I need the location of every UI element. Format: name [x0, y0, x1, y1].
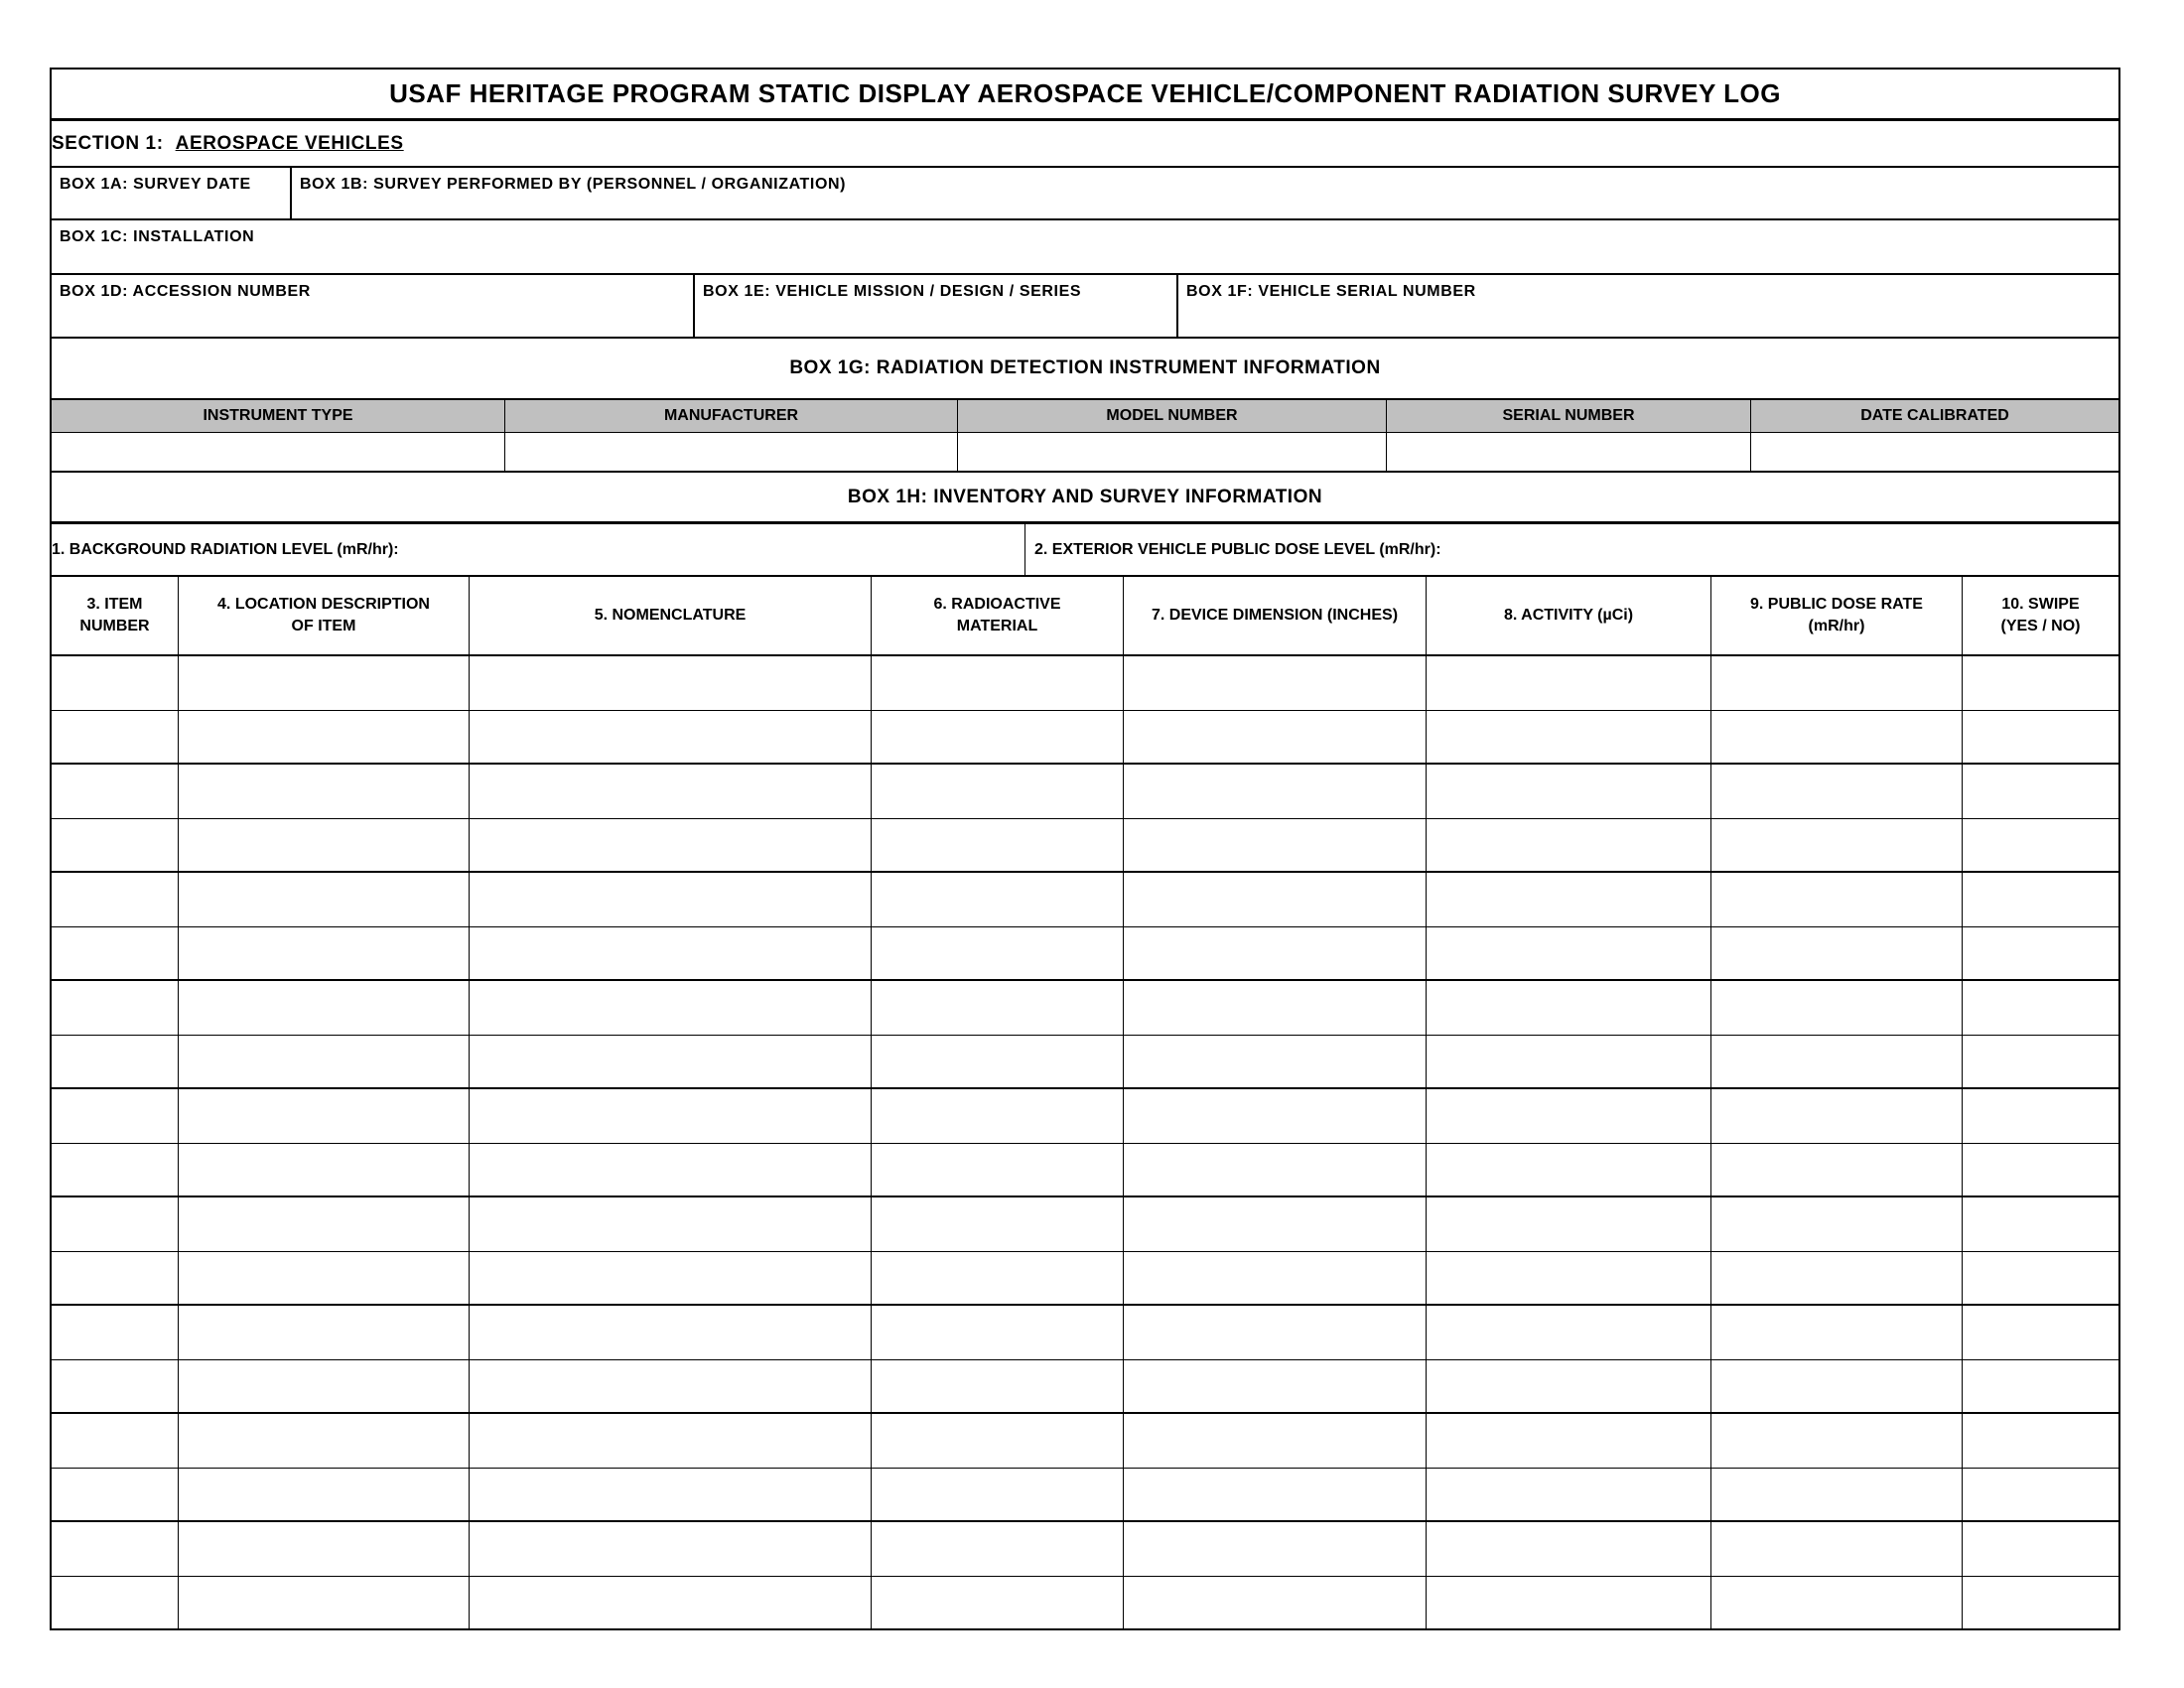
location-description-cell[interactable] — [178, 1469, 469, 1521]
device-dimension-cell[interactable] — [1123, 765, 1426, 818]
location-description-cell[interactable] — [178, 1577, 469, 1629]
device-dimension-cell[interactable] — [1123, 1522, 1426, 1576]
swipe-cell[interactable] — [1962, 1144, 2118, 1196]
location-description-cell[interactable] — [178, 1360, 469, 1413]
inventory-header-row — [50, 577, 2120, 656]
table-row — [50, 711, 2120, 766]
box-1h-title: BOX 1H: INVENTORY AND SURVEY INFORMATION — [50, 473, 2120, 524]
installation-row — [50, 220, 2120, 275]
date-calibrated-field[interactable] — [1750, 433, 2118, 471]
nomenclature-cell[interactable] — [469, 873, 871, 926]
table-row — [50, 1414, 2120, 1469]
activity-cell[interactable] — [1426, 981, 1710, 1035]
radioactive-material-cell[interactable] — [871, 873, 1123, 926]
table-row — [50, 819, 2120, 874]
nomenclature-cell[interactable] — [469, 1306, 871, 1359]
device-dimension-cell[interactable] — [1123, 981, 1426, 1035]
nomenclature-cell[interactable] — [469, 1197, 871, 1251]
col-label: 10. SWIPE — [2001, 595, 2080, 613]
item-number-cell[interactable] — [52, 981, 178, 1035]
swipe-cell[interactable] — [1962, 1577, 2118, 1629]
manufacturer-field[interactable] — [504, 433, 957, 471]
serial-number-header: SERIAL NUMBER — [1386, 400, 1750, 432]
radioactive-material-header — [871, 577, 1123, 654]
location-description-cell[interactable] — [178, 656, 469, 710]
radioactive-material-cell[interactable] — [871, 1197, 1123, 1251]
activity-cell[interactable] — [1426, 1144, 1710, 1196]
radioactive-material-cell[interactable] — [871, 1577, 1123, 1629]
vehicle-info-row — [50, 275, 2120, 339]
device-dimension-cell[interactable] — [1123, 1360, 1426, 1413]
activity-cell[interactable] — [1426, 656, 1710, 710]
location-description-cell[interactable] — [178, 1089, 469, 1143]
device-dimension-cell[interactable] — [1123, 1469, 1426, 1521]
public-dose-rate-cell[interactable] — [1710, 1252, 1962, 1305]
box-1b-label: BOX 1B: SURVEY PERFORMED BY (PERSONNEL / ORGANIZATION) — [300, 176, 847, 193]
activity-cell[interactable] — [1426, 1577, 1710, 1629]
activity-cell[interactable] — [1426, 711, 1710, 764]
swipe-cell[interactable] — [1962, 873, 2118, 926]
box-1a-survey-date[interactable] — [52, 168, 290, 218]
radioactive-material-cell[interactable] — [871, 656, 1123, 710]
device-dimension-cell[interactable] — [1123, 711, 1426, 764]
location-description-cell[interactable] — [178, 711, 469, 764]
instrument-type-header: INSTRUMENT TYPE — [52, 400, 504, 432]
table-row — [50, 1360, 2120, 1415]
activity-cell[interactable] — [1426, 873, 1710, 926]
location-description-cell[interactable] — [178, 927, 469, 980]
radiation-levels-row — [50, 524, 2120, 577]
radioactive-material-cell[interactable] — [871, 1252, 1123, 1305]
swipe-cell[interactable] — [1962, 981, 2118, 1035]
swipe-cell[interactable] — [1962, 1036, 2118, 1088]
swipe-cell[interactable] — [1962, 819, 2118, 872]
activity-cell[interactable] — [1426, 1306, 1710, 1359]
table-row — [50, 1089, 2120, 1144]
public-dose-rate-cell[interactable] — [1710, 1144, 1962, 1196]
location-description-cell[interactable] — [178, 1252, 469, 1305]
section-name: AEROSPACE VEHICLES — [175, 132, 404, 154]
item-number-cell[interactable] — [52, 1469, 178, 1521]
location-description-cell[interactable] — [178, 1036, 469, 1088]
radioactive-material-cell[interactable] — [871, 1522, 1123, 1576]
location-description-cell[interactable] — [178, 765, 469, 818]
box-1d-accession-number[interactable] — [52, 275, 693, 337]
radioactive-material-cell[interactable] — [871, 981, 1123, 1035]
activity-cell[interactable] — [1426, 1089, 1710, 1143]
box-1c-installation[interactable] — [52, 220, 2118, 273]
location-description-header — [178, 577, 469, 654]
section-prefix: SECTION 1: — [52, 132, 164, 154]
item-number-cell[interactable] — [52, 656, 178, 710]
nomenclature-cell[interactable] — [469, 1577, 871, 1629]
swipe-cell[interactable] — [1962, 1306, 2118, 1359]
instrument-entry-row — [50, 433, 2120, 473]
radioactive-material-cell[interactable] — [871, 819, 1123, 872]
location-description-cell[interactable] — [178, 1144, 469, 1196]
activity-cell[interactable] — [1426, 927, 1710, 980]
nomenclature-cell[interactable] — [469, 1089, 871, 1143]
item-number-cell[interactable] — [52, 927, 178, 980]
swipe-cell[interactable] — [1962, 1414, 2118, 1468]
col-label: OF ITEM — [291, 618, 356, 634]
box-1f-vehicle-serial[interactable] — [1176, 275, 2118, 337]
device-dimension-cell[interactable] — [1123, 1252, 1426, 1305]
public-dose-rate-cell[interactable] — [1710, 1469, 1962, 1521]
item-number-cell[interactable] — [52, 1144, 178, 1196]
item-number-cell[interactable] — [52, 1577, 178, 1629]
survey-info-row — [50, 168, 2120, 220]
nomenclature-cell[interactable] — [469, 1036, 871, 1088]
nomenclature-cell[interactable] — [469, 1252, 871, 1305]
table-row — [50, 1144, 2120, 1198]
col-label: (YES / NO) — [2000, 618, 2081, 634]
swipe-cell[interactable] — [1962, 1252, 2118, 1305]
public-dose-rate-cell[interactable] — [1710, 1522, 1962, 1576]
activity-cell[interactable] — [1426, 1197, 1710, 1251]
table-row — [50, 1469, 2120, 1523]
radioactive-material-cell[interactable] — [871, 1036, 1123, 1088]
device-dimension-cell[interactable] — [1123, 819, 1426, 872]
col-label: MATERIAL — [956, 618, 1038, 634]
item-number-cell[interactable] — [52, 1306, 178, 1359]
location-description-cell[interactable] — [178, 819, 469, 872]
device-dimension-cell[interactable] — [1123, 1144, 1426, 1196]
box-1f-label: BOX 1F: VEHICLE SERIAL NUMBER — [1186, 283, 1476, 300]
activity-cell[interactable] — [1426, 1414, 1710, 1468]
table-row — [50, 1522, 2120, 1577]
box-1c-label: BOX 1C: INSTALLATION — [60, 228, 255, 245]
table-row — [50, 981, 2120, 1036]
radioactive-material-cell[interactable] — [871, 927, 1123, 980]
col-label: 7. DEVICE DIMENSION (INCHES) — [1151, 606, 1399, 624]
table-row — [50, 1252, 2120, 1307]
location-description-cell[interactable] — [178, 873, 469, 926]
swipe-cell[interactable] — [1962, 1197, 2118, 1251]
activity-cell[interactable] — [1426, 1522, 1710, 1576]
activity-cell[interactable] — [1426, 1469, 1710, 1521]
box-1d-label: BOX 1D: ACCESSION NUMBER — [60, 283, 311, 300]
date-calibrated-header: DATE CALIBRATED — [1750, 400, 2118, 432]
swipe-header — [1962, 577, 2118, 654]
box-1b-performed-by[interactable] — [290, 168, 2118, 218]
table-row — [50, 1036, 2120, 1090]
nomenclature-cell[interactable] — [469, 1414, 871, 1468]
device-dimension-cell[interactable] — [1123, 1197, 1426, 1251]
location-description-cell[interactable] — [178, 1306, 469, 1359]
col-label: (mR/hr) — [1808, 618, 1865, 634]
col-label: NUMBER — [79, 618, 150, 634]
inventory-table-body — [50, 656, 2120, 1630]
swipe-cell[interactable] — [1962, 1522, 2118, 1576]
nomenclature-cell[interactable] — [469, 819, 871, 872]
public-dose-rate-header — [1710, 577, 1962, 654]
table-row — [50, 1197, 2120, 1252]
model-number-field[interactable] — [957, 433, 1386, 471]
activity-cell[interactable] — [1426, 765, 1710, 818]
item-number-cell[interactable] — [52, 711, 178, 764]
nomenclature-cell[interactable] — [469, 1360, 871, 1413]
instrument-type-field[interactable] — [52, 433, 504, 471]
table-row — [50, 656, 2120, 711]
table-row — [50, 873, 2120, 927]
instrument-header-row — [50, 400, 2120, 433]
item-number-cell[interactable] — [52, 1522, 178, 1576]
col-label: 3. ITEM — [86, 595, 143, 613]
public-dose-rate-cell[interactable] — [1710, 981, 1962, 1035]
public-dose-rate-cell[interactable] — [1710, 1089, 1962, 1143]
exterior-dose-label: 2. EXTERIOR VEHICLE PUBLIC DOSE LEVEL (mR/hr): — [1034, 540, 1441, 558]
model-number-header: MODEL NUMBER — [957, 400, 1386, 432]
public-dose-rate-cell[interactable] — [1710, 873, 1962, 926]
col-label: 4. LOCATION DESCRIPTION — [217, 595, 430, 613]
nomenclature-cell[interactable] — [469, 927, 871, 980]
item-number-cell[interactable] — [52, 1036, 178, 1088]
public-dose-rate-cell[interactable] — [1710, 711, 1962, 764]
public-dose-rate-cell[interactable] — [1710, 1414, 1962, 1468]
public-dose-rate-cell[interactable] — [1710, 927, 1962, 980]
swipe-cell[interactable] — [1962, 765, 2118, 818]
location-description-cell[interactable] — [178, 981, 469, 1035]
public-dose-rate-cell[interactable] — [1710, 1306, 1962, 1359]
activity-cell[interactable] — [1426, 1036, 1710, 1088]
item-number-cell[interactable] — [52, 765, 178, 818]
radioactive-material-cell[interactable] — [871, 1089, 1123, 1143]
table-row — [50, 1306, 2120, 1360]
table-row — [50, 1577, 2120, 1631]
location-description-cell[interactable] — [178, 1197, 469, 1251]
nomenclature-cell[interactable] — [469, 1522, 871, 1576]
col-label: 9. PUBLIC DOSE RATE — [1750, 595, 1923, 613]
nomenclature-cell[interactable] — [469, 1469, 871, 1521]
radiation-survey-form — [50, 68, 2120, 1630]
box-1e-vehicle-mds[interactable] — [693, 275, 1176, 337]
swipe-cell[interactable] — [1962, 927, 2118, 980]
item-number-cell[interactable] — [52, 873, 178, 926]
activity-cell[interactable] — [1426, 1252, 1710, 1305]
device-dimension-cell[interactable] — [1123, 1036, 1426, 1088]
item-number-cell[interactable] — [52, 1252, 178, 1305]
exterior-dose-field[interactable] — [1024, 524, 2118, 575]
form-title: USAF HERITAGE PROGRAM STATIC DISPLAY AEROSPACE VEHICLE/COMPONENT RADIATION SURVEY LOG — [50, 68, 2120, 121]
swipe-cell[interactable] — [1962, 656, 2118, 710]
col-label: 5. NOMENCLATURE — [594, 606, 747, 624]
table-row — [50, 927, 2120, 982]
public-dose-rate-cell[interactable] — [1710, 1036, 1962, 1088]
device-dimension-cell[interactable] — [1123, 1414, 1426, 1468]
nomenclature-header — [469, 577, 871, 654]
nomenclature-cell[interactable] — [469, 656, 871, 710]
nomenclature-cell[interactable] — [469, 981, 871, 1035]
swipe-cell[interactable] — [1962, 1089, 2118, 1143]
public-dose-rate-cell[interactable] — [1710, 656, 1962, 710]
device-dimension-header — [1123, 577, 1426, 654]
item-number-cell[interactable] — [52, 1360, 178, 1413]
activity-cell[interactable] — [1426, 819, 1710, 872]
swipe-cell[interactable] — [1962, 711, 2118, 764]
manufacturer-header: MANUFACTURER — [504, 400, 957, 432]
device-dimension-cell[interactable] — [1123, 656, 1426, 710]
box-1a-label: BOX 1A: SURVEY DATE — [60, 176, 251, 193]
serial-number-field[interactable] — [1386, 433, 1750, 471]
col-label: 8. ACTIVITY (µCi) — [1503, 606, 1634, 624]
radioactive-material-cell[interactable] — [871, 1144, 1123, 1196]
device-dimension-cell[interactable] — [1123, 1089, 1426, 1143]
public-dose-rate-cell[interactable] — [1710, 1360, 1962, 1413]
public-dose-rate-cell[interactable] — [1710, 1577, 1962, 1629]
nomenclature-cell[interactable] — [469, 711, 871, 764]
item-number-cell[interactable] — [52, 1414, 178, 1468]
box-1g-title: BOX 1G: RADIATION DETECTION INSTRUMENT INFORMATION — [50, 339, 2120, 400]
radioactive-material-cell[interactable] — [871, 765, 1123, 818]
radioactive-material-cell[interactable] — [871, 1360, 1123, 1413]
nomenclature-cell[interactable] — [469, 765, 871, 818]
box-1e-label: BOX 1E: VEHICLE MISSION / DESIGN / SERIES — [703, 283, 1082, 300]
device-dimension-cell[interactable] — [1123, 873, 1426, 926]
radioactive-material-cell[interactable] — [871, 1414, 1123, 1468]
radioactive-material-cell[interactable] — [871, 1306, 1123, 1359]
item-number-header — [52, 577, 178, 654]
location-description-cell[interactable] — [178, 1522, 469, 1576]
item-number-cell[interactable] — [52, 819, 178, 872]
device-dimension-cell[interactable] — [1123, 927, 1426, 980]
swipe-cell[interactable] — [1962, 1360, 2118, 1413]
location-description-cell[interactable] — [178, 1414, 469, 1468]
col-label: 6. RADIOACTIVE — [933, 595, 1061, 613]
item-number-cell[interactable] — [52, 1197, 178, 1251]
item-number-cell[interactable] — [52, 1089, 178, 1143]
radioactive-material-cell[interactable] — [871, 1469, 1123, 1521]
device-dimension-cell[interactable] — [1123, 1306, 1426, 1359]
public-dose-rate-cell[interactable] — [1710, 765, 1962, 818]
table-row — [50, 765, 2120, 819]
device-dimension-cell[interactable] — [1123, 1577, 1426, 1629]
swipe-cell[interactable] — [1962, 1469, 2118, 1521]
public-dose-rate-cell[interactable] — [1710, 1197, 1962, 1251]
background-radiation-label: 1. BACKGROUND RADIATION LEVEL (mR/hr): — [52, 540, 399, 558]
public-dose-rate-cell[interactable] — [1710, 819, 1962, 872]
section-heading — [50, 121, 2120, 168]
nomenclature-cell[interactable] — [469, 1144, 871, 1196]
radioactive-material-cell[interactable] — [871, 711, 1123, 764]
activity-cell[interactable] — [1426, 1360, 1710, 1413]
activity-header — [1426, 577, 1710, 654]
background-radiation-field[interactable] — [52, 524, 1024, 575]
